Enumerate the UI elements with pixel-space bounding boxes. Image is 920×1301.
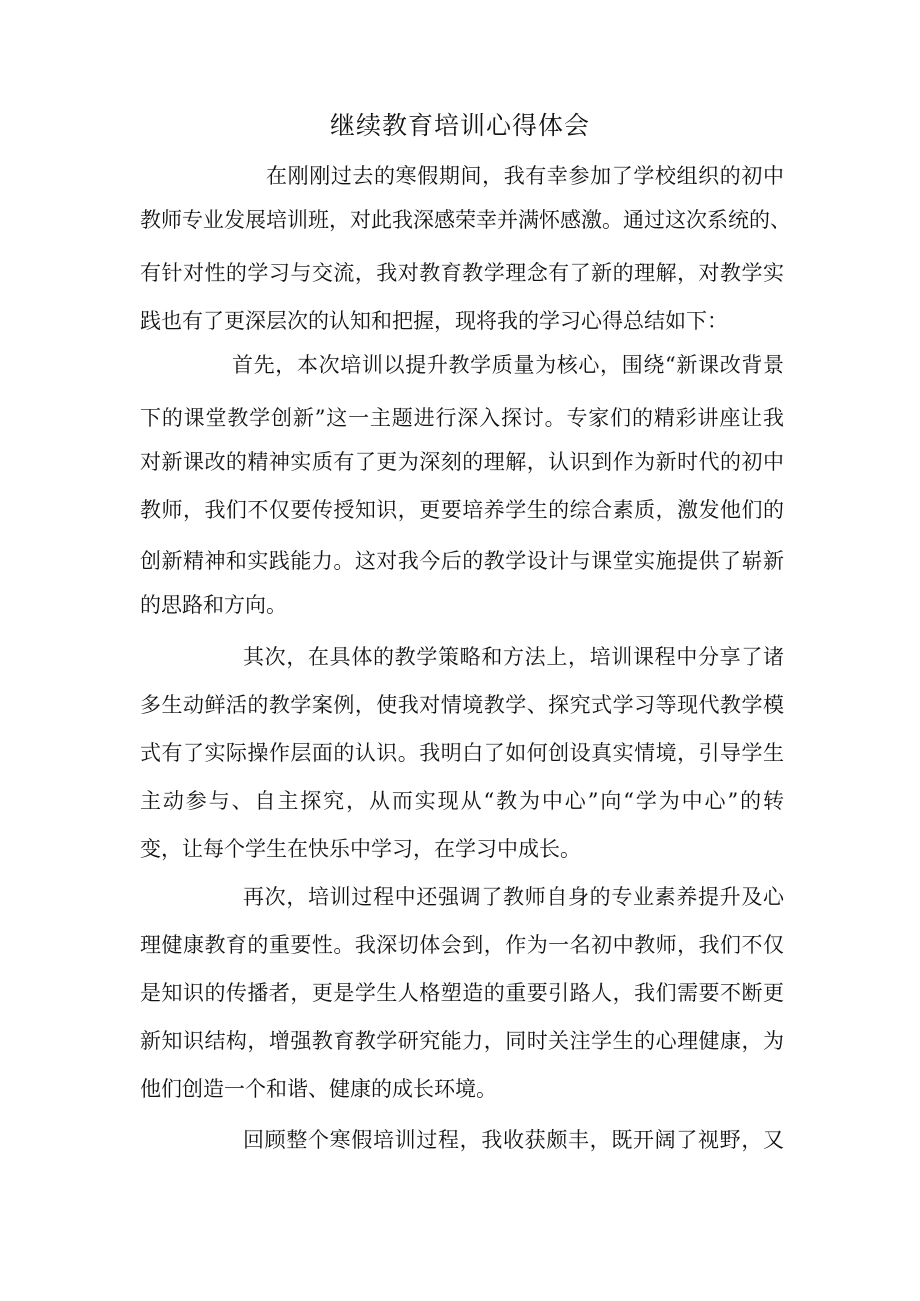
paragraph-1-line-1: 在刚刚过去的寒假期间，我有幸参加了学校组织的初中 bbox=[266, 164, 784, 188]
paragraph-1-line-2: 教师专业发展培训班，对此我深感荣幸并满怀感激。通过这次系统的、 bbox=[140, 208, 791, 232]
paragraph-4-line-3: 是知识的传播者，更是学生人格塑造的重要引路人，我们需要不断更 bbox=[140, 981, 784, 1005]
paragraph-2-line-4: 教师，我们不仅要传授知识，更要培养学生的综合素质，激发他们的 bbox=[140, 498, 784, 522]
paragraph-3-line-1: 其次，在具体的教学策略和方法上，培训课程中分享了诸 bbox=[243, 645, 784, 669]
paragraph-5-line-1: 回顾整个寒假培训过程，我收获颇丰，既开阔了视野，又 bbox=[243, 1128, 784, 1152]
paragraph-2-line-5: 创新精神和实践能力。这对我今后的教学设计与课堂实施提供了崭新 bbox=[140, 549, 784, 573]
paragraph-2-line-2: 下的课堂教学创新”这一主题进行深入探讨。专家们的精彩讲座让我 bbox=[140, 406, 784, 430]
paragraph-4-line-4: 新知识结构，增强教育教学研究能力，同时关注学生的心理健康，为 bbox=[140, 1029, 784, 1053]
paragraph-1-line-4: 践也有了更深层次的认知和把握，现将我的学习心得总结如下： bbox=[140, 309, 728, 333]
paragraph-3-line-5: 变，让每个学生在快乐中学习，在学习中成长。 bbox=[140, 837, 581, 861]
paragraph-2-line-1: 首先，本次培训以提升教学质量为核心，围绕“新课改背景 bbox=[232, 353, 784, 377]
paragraph-3-line-4: 主动参与、自主探究，从而实现从“教为中心”向“学为中心”的转 bbox=[140, 789, 784, 813]
paragraph-3-line-3: 式有了实际操作层面的认识。我明白了如何创设真实情境，引导学生 bbox=[140, 741, 784, 765]
paragraph-1-line-3: 有针对性的学习与交流，我对教育教学理念有了新的理解，对教学实 bbox=[140, 261, 784, 285]
paragraph-4-line-5: 他们创造一个和谐、健康的成长环境。 bbox=[140, 1077, 497, 1101]
paragraph-3-line-2: 多生动鲜活的教学案例，使我对情境教学、探究式学习等现代教学模 bbox=[140, 693, 784, 717]
paragraph-4-line-2: 理健康教育的重要性。我深切体会到，作为一名初中教师，我们不仅 bbox=[140, 933, 784, 957]
paragraph-2-line-6: 的思路和方向。 bbox=[140, 593, 287, 617]
paragraph-4-line-1: 再次，培训过程中还强调了教师自身的专业素养提升及心 bbox=[243, 885, 784, 909]
paragraph-2-line-3: 对新课改的精神实质有了更为深刻的理解，认识到作为新时代的初中 bbox=[140, 450, 784, 474]
document-title: 继续教育培训心得体会 bbox=[329, 111, 590, 140]
